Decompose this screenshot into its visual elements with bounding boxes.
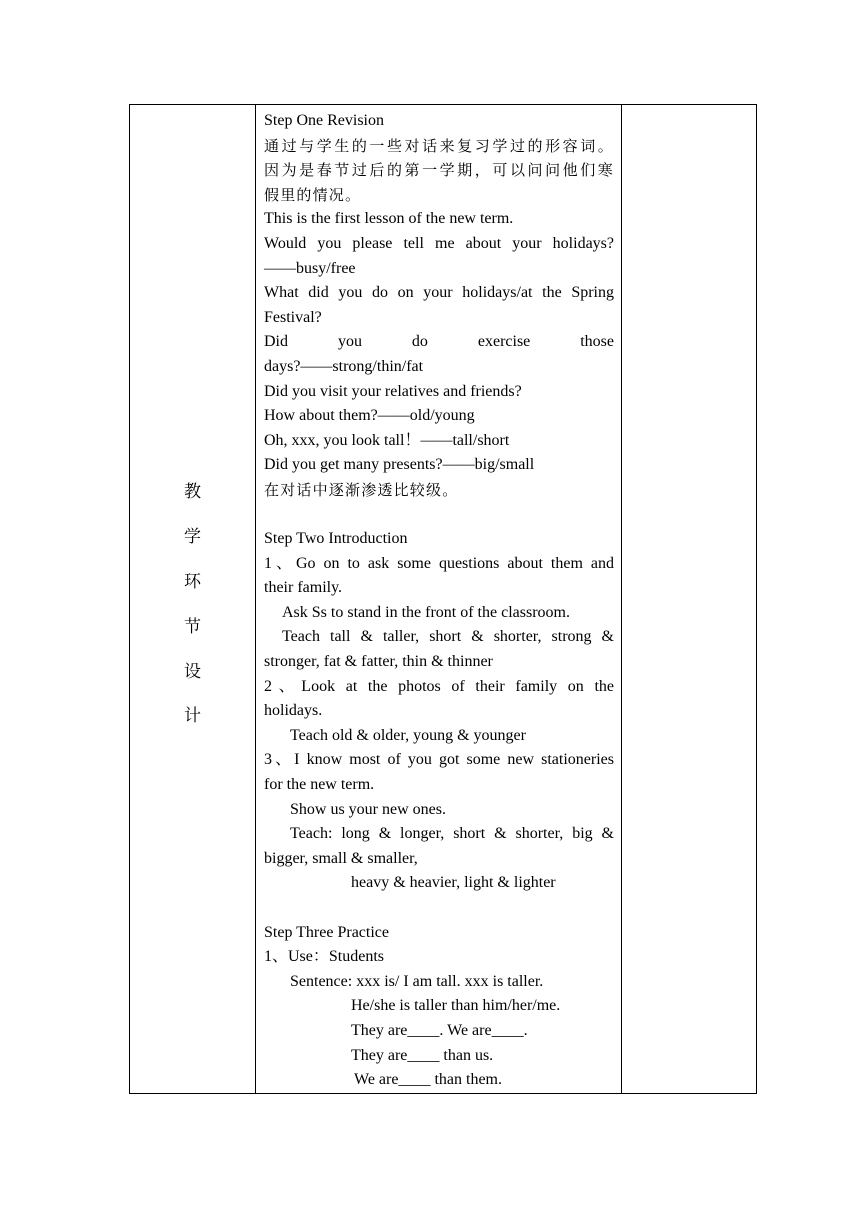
content-line: stronger, fat & fatter, thin & thinner [264,653,493,671]
content-line: Did you do exercise those [264,333,614,351]
section-label-char: 环 [184,572,201,593]
content-line: for the new term. [264,776,375,794]
content-line: Teach tall & taller, short & shorter, strong & [282,628,614,646]
content-line: Step One Revision [264,112,384,129]
content-line: Sentence: xxx is/ I am tall. xxx is taller. [290,972,544,990]
content-line: They are____. We are____. [351,1021,528,1039]
section-label-char: 学 [184,527,201,548]
table-row [130,105,757,1094]
content-line: bigger, small & smaller, [264,849,418,867]
content-line: 3、I know most of you got some new stationeries [264,751,614,769]
lesson-plan-table [129,104,757,1094]
content-line: days?——strong/thin/fat [264,357,424,375]
section-label-cell [130,105,256,1094]
content-line: 1、Use：Students [264,948,385,966]
content-line: Festival? [264,308,322,326]
content-line: They are____ than us. [351,1046,494,1064]
blank-line [264,896,614,921]
content-line: Did you get many presents?——big/small [264,456,535,474]
content-line: Did you visit your relatives and friends? [264,382,522,400]
content-line: Step Three Practice [264,923,389,941]
lesson-content [256,105,621,1093]
content-line: Teach: long & longer, short & shorter, big & [290,825,614,843]
content-line: Would you please tell me about your holidays? [264,234,614,252]
content-line: Ask Ss to stand in the front of the classroom. [282,603,570,621]
content-line: Show us your new ones. [290,800,446,818]
content-line: 假里的情况。 [264,185,362,204]
section-label-char: 教 [184,482,201,503]
content-line: Oh, xxx, you look tall！——tall/short [264,431,510,449]
content-line: their family. [264,579,343,597]
section-label-char: 计 [184,706,201,727]
content-line: holidays. [264,702,323,720]
content-line: heavy & heavier, light & lighter [351,874,556,892]
content-line: What did you do on your holidays/at the Spring [264,284,614,302]
content-line: 通过与学生的一些对话来复习学过的形容词。 [264,136,614,155]
section-label-char: 节 [184,616,201,637]
content-line: He/she is taller than him/her/me. [351,997,561,1015]
content-line: Teach old & older, young & younger [290,726,526,744]
content-line: 在对话中逐渐渗透比较级。 [264,480,459,499]
section-label [130,470,255,739]
content-line: Step Two Introduction [264,530,408,548]
content-line: 1、Go on to ask some questions about them and [264,554,614,572]
content-cell [256,105,622,1094]
content-line: 因为是春节过后的第一学期，可以问问他们寒 [264,161,614,180]
content-line: How about them?——old/young [264,407,475,425]
content-line: 2、Look at the photos of their family on the [264,677,614,695]
section-label-char: 设 [184,661,201,682]
content-line: ——busy/free [264,259,356,277]
blank-line [264,503,614,528]
content-line: This is the first lesson of the new term. [264,210,514,228]
notes-cell [622,105,757,1094]
content-line: We are____ than them. [354,1071,502,1089]
